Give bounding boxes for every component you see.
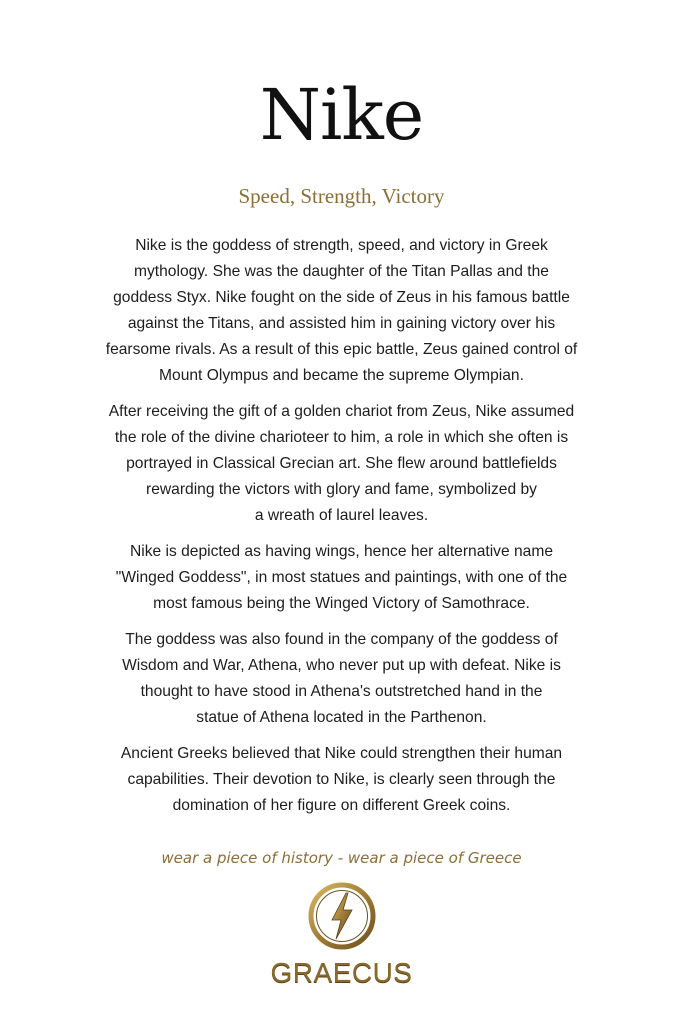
text-line: Mount Olympus and became the supreme Olympian.: [159, 367, 524, 384]
text-line: the role of the divine charioteer to him, a role in which she often is: [114, 429, 569, 446]
text-line: Ancient Greeks believed that Nike could strengthen their human: [120, 745, 563, 762]
tagline: wear a piece of history - wear a piece of Greece: [161, 849, 522, 867]
paragraph-3: [60, 539, 623, 617]
brand-logo: [0, 880, 683, 990]
text-line: goddess Styx. Nike fought on the side of Zeus in his famous battle: [113, 289, 570, 306]
text-line: domination of her figure on different Greek coins.: [172, 797, 511, 814]
text-line: "Winged Goddess", in most statues and paintings, with one of the: [115, 569, 568, 586]
text-line: portrayed in Classical Grecian art. She flew around battlefields: [126, 455, 557, 472]
paragraph-4: [60, 627, 623, 731]
text-line: Wisdom and War, Athena, who never put up with defeat. Nike is: [122, 657, 561, 674]
page-title: Nike: [259, 74, 424, 156]
text-line: mythology. She was the daughter of the Titan Pallas and the: [134, 263, 549, 280]
text-line: statue of Athena located in the Parthenon.: [196, 709, 487, 726]
text-line: Nike is depicted as having wings, hence her alternative name: [129, 543, 553, 560]
text-line: The goddess was also found in the company of the goddess of: [125, 631, 558, 648]
text-line: After receiving the gift of a golden chariot from Zeus, Nike assumed: [108, 403, 575, 420]
text-line: fearsome rivals. As a result of this epic battle, Zeus gained control of: [105, 341, 578, 358]
paragraph-5: [60, 741, 623, 819]
lightning-bolt-circle-icon: [306, 880, 378, 952]
text-line: a wreath of laurel leaves.: [254, 507, 429, 524]
description: [60, 233, 623, 829]
brand-name: GRAECUS: [270, 957, 413, 988]
text-line: most famous being the Winged Victory of Samothrace.: [153, 595, 530, 612]
text-line: rewarding the victors with glory and fame, symbolized by: [146, 481, 537, 498]
text-line: against the Titans, and assisted him in gaining victory over his: [127, 315, 556, 332]
page-subtitle: Speed, Strength, Victory: [238, 184, 445, 208]
paragraph-2: [60, 399, 623, 529]
paragraph-1: [60, 233, 623, 389]
text-line: thought to have stood in Athena's outstretched hand in the: [140, 683, 543, 700]
text-line: Nike is the goddess of strength, speed, and victory in Greek: [135, 237, 548, 254]
text-line: capabilities. Their devotion to Nike, is clearly seen through the: [127, 771, 556, 788]
